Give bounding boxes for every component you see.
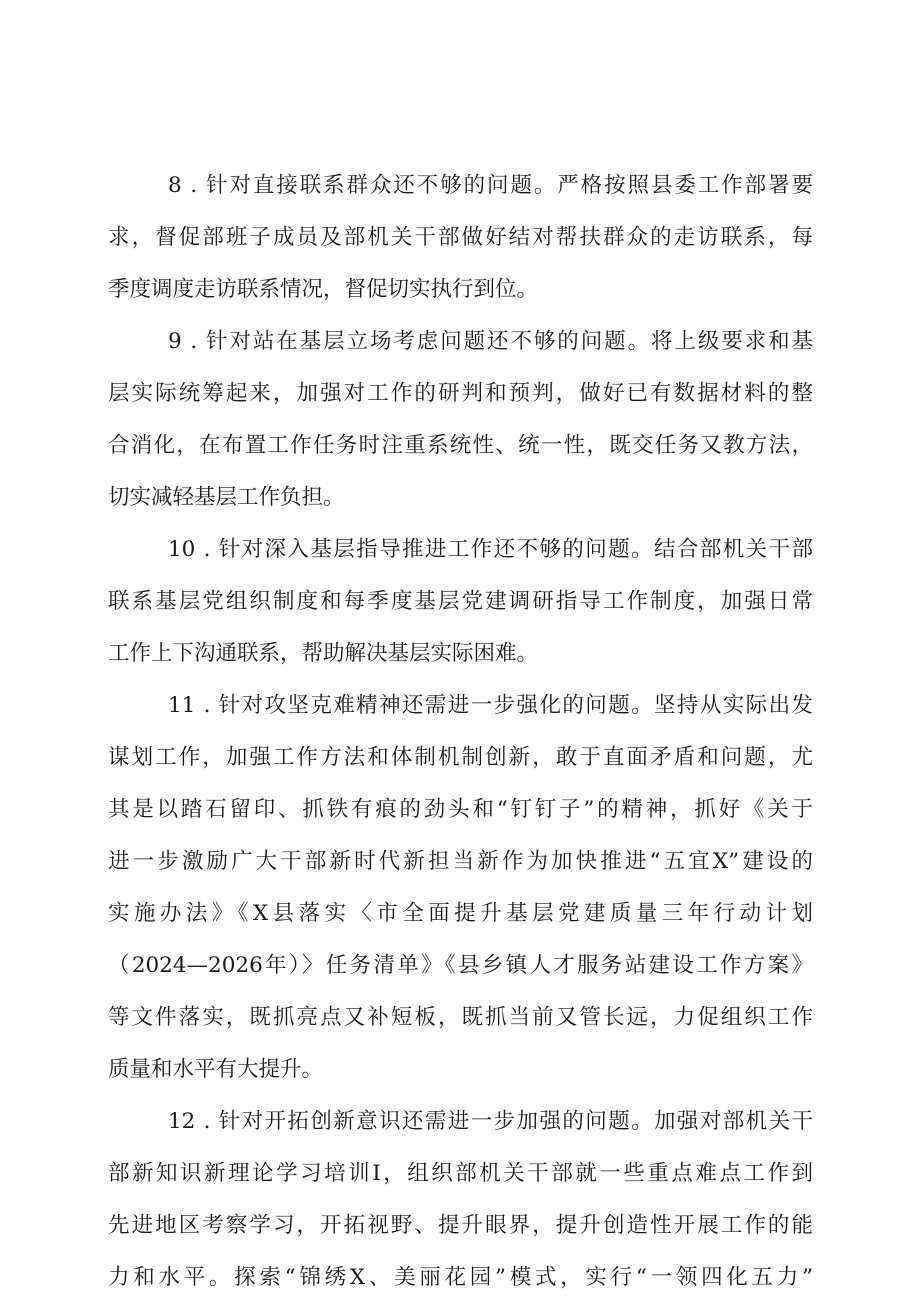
- paragraph-8: [108, 160, 813, 316]
- text-line: 求，督促部班子成员及部机关干部做好结对帮扶群众的走访联系，每: [108, 225, 813, 250]
- paragraph-10: [108, 524, 813, 680]
- text-line: 季度调度走访联系情况，督促切实执行到位。: [108, 277, 539, 302]
- text-line: 其是以踏石留印、抓铁有痕的劲头和“钉钉子”的精神，抓好《关于: [108, 797, 813, 822]
- text-line: 合消化，在布置工作任务时注重系统性、统一性，既交任务又教方法，: [108, 433, 813, 458]
- text-line: 等文件落实，既抓亮点又补短板，既抓当前又管长远，力促组织工作: [108, 1005, 813, 1030]
- text-line: 9 . 针对站在基层立场考虑问题还不够的问题。将上级要求和基: [168, 329, 813, 354]
- text-line: 12 . 针对开拓创新意识还需进一步加强的问题。加强对部机关干: [168, 1109, 813, 1134]
- text-line: 实施办法》《X县落实〈市全面提升基层党建质量三年行动计划: [108, 901, 813, 926]
- paragraph-12: [108, 1096, 813, 1304]
- text-line: 进一步激励广大干部新时代新担当新作为加快推进“五宜X”建设的: [108, 849, 813, 874]
- text-line: 工作上下沟通联系，帮助解决基层实际困难。: [108, 641, 539, 666]
- text-line: 11 . 针对攻坚克难精神还需进一步强化的问题。坚持从实际出发: [168, 693, 813, 718]
- text-line: 质量和水平有大提升。: [108, 1057, 324, 1082]
- text-line: 部新知识新理论学习培训I，组织部机关干部就一些重点难点工作到: [108, 1161, 813, 1186]
- text-line: 先进地区考察学习，开拓视野、提升眼界，提升创造性开展工作的能: [108, 1213, 813, 1238]
- text-line: （2024—2026年）〉任务清单》《县乡镇人才服务站建设工作方案》: [108, 953, 813, 978]
- text-line: 谋划工作，加强工作方法和体制机制创新，敢于直面矛盾和问题，尤: [108, 745, 813, 770]
- text-line: 层实际统筹起来，加强对工作的研判和预判，做好已有数据材料的整: [108, 381, 813, 406]
- paragraph-9: [108, 316, 813, 524]
- paragraph-11: [108, 680, 813, 1096]
- text-line: 力和水平。探索“锦绣X、美丽花园”模式，实行“一领四化五力”: [108, 1265, 813, 1290]
- text-line: 8 . 针对直接联系群众还不够的问题。严格按照县委工作部署要: [168, 173, 813, 198]
- text-line: 联系基层党组织制度和每季度基层党建调研指导工作制度，加强日常: [108, 589, 813, 614]
- text-line: 10 . 针对深入基层指导推进工作还不够的问题。结合部机关干部: [168, 537, 813, 562]
- document-page: [108, 160, 813, 1304]
- text-line: 切实减轻基层工作负担。: [108, 485, 345, 510]
